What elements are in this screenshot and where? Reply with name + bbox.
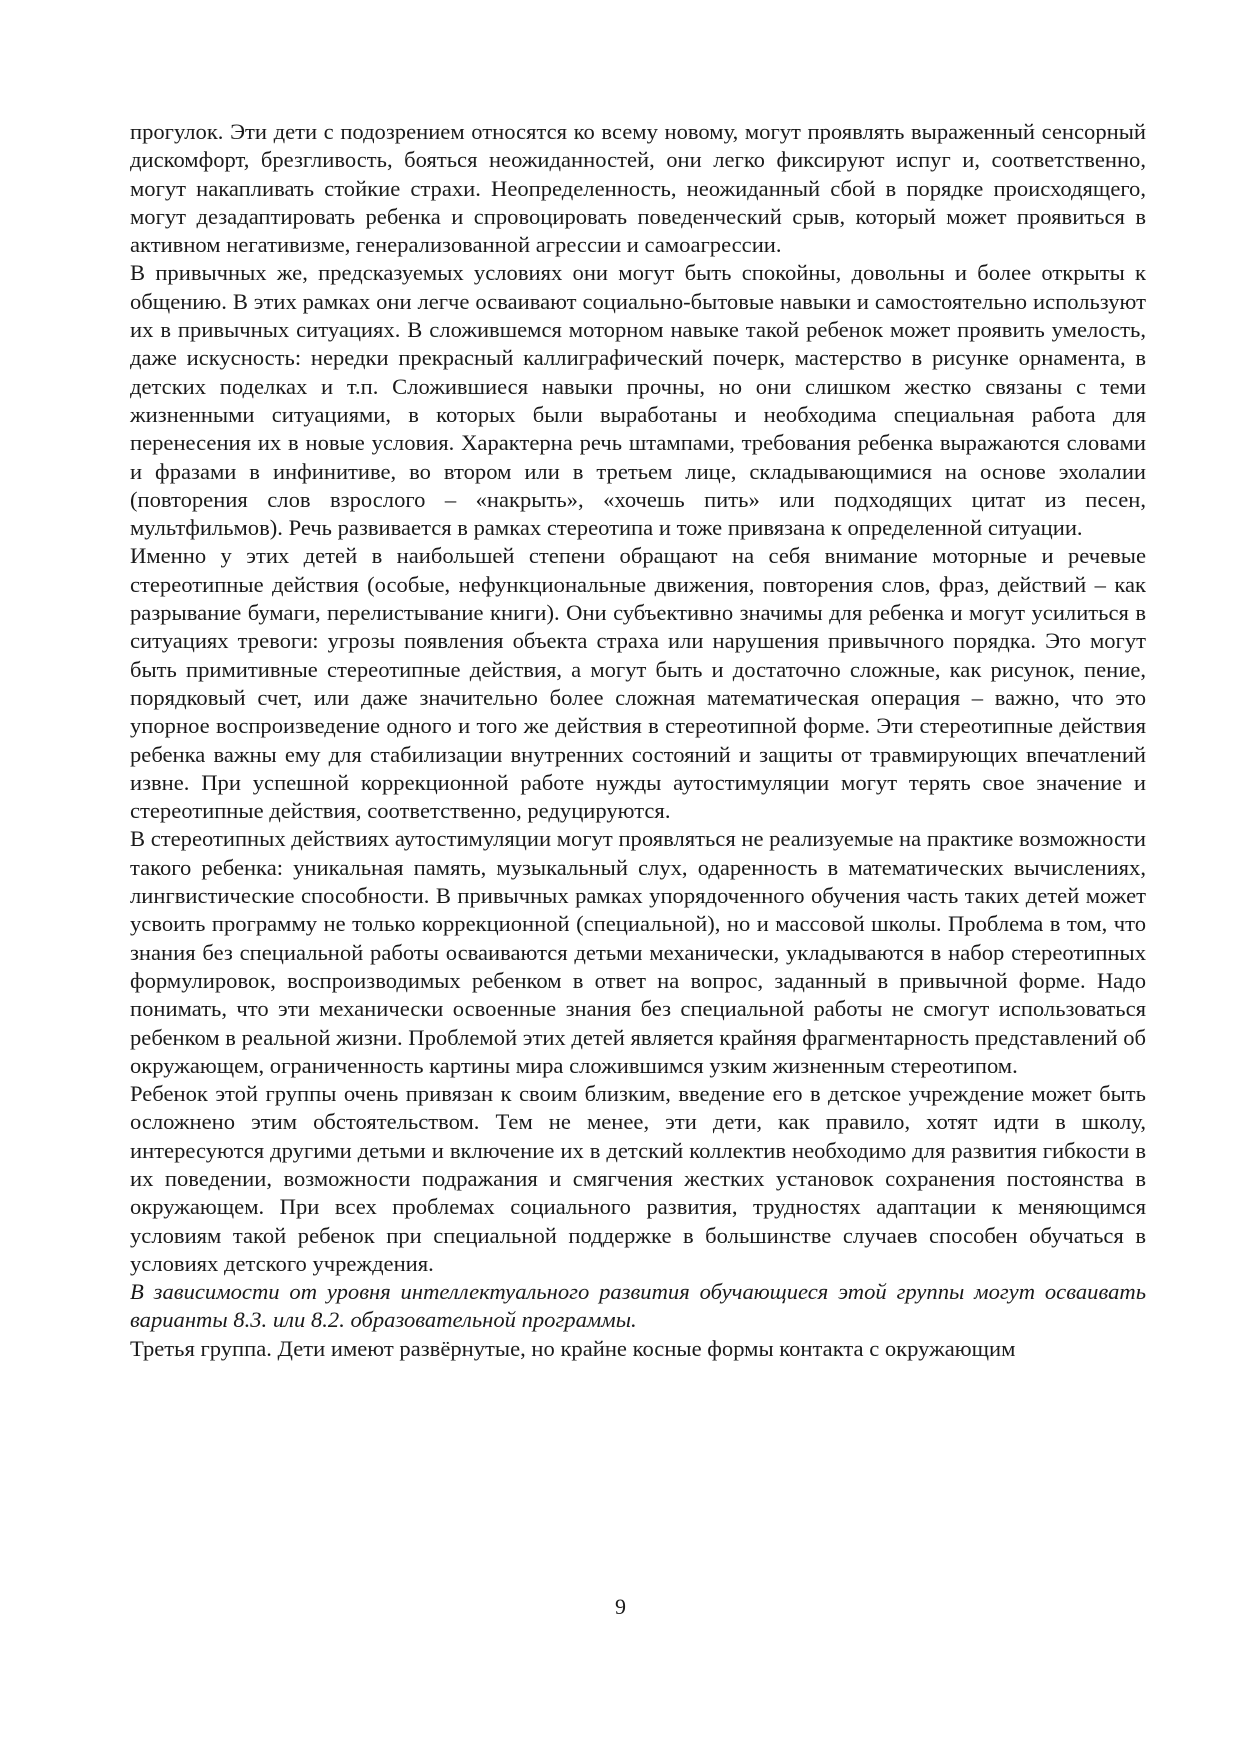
italic-note: В зависимости от уровня интеллектуального развития обучающиеся этой группы могут осваивать варианты 8.3. или 8.2. образовательной программы. (130, 1279, 1146, 1333)
page-number: 9 (615, 1594, 626, 1619)
paragraph: В привычных же, предсказуемых условиях они могут быть спокойны, довольны и более открыты к общению. В этих рамках они легче осваивают социально-бытовые навыки и самостоятельно используют их в привычных ситуациях. В сложившемся моторном навыке такой ребенок может проявить умелость, даже искусность: нередки прекрасный каллиграфический почерк, мастерство в рисунке орнамента, в детских поделках и т.п. Сложившиеся навыки прочны, но они слишком жестко связаны с теми жизненными ситуациями, в которых были выработаны и необходима специальная работа для перенесения их в новые условия. Характерна речь штампами, требования ребенка выражаются словами и фразами в инфинитиве, во втором или в третьем лице, складывающимися на основе эхолалии (повторения слов взрослого – «накрыть», «хочешь пить» или подходящих цитат из песен, мультфильмов). Речь развивается в рамках стереотипа и тоже привязана к определенной ситуации. (130, 260, 1146, 541)
paragraph: Третья группа. Дети имеют развёрнутые, но крайне косные формы контакта с окружающим (130, 1335, 1016, 1361)
paragraph: Именно у этих детей в наибольшей степени обращают на себя внимание моторные и речевые стереотипные действия (особые, нефункциональные движения, повторения слов, фраз, действий – как разрывание бумаги, перелистывание книги). Они субъективно значимы для ребенка и могут усилиться в ситуациях тревоги: угрозы появления объекта страха или нарушения привычного порядка. Это могут быть примитивные стереотипные действия, а могут быть и достаточно сложные, как рисунок, пение, порядковый счет, или даже значительно более сложная математическая операция – важно, что это упорное воспроизведение одного и того же действия в стереотипной форме. Эти стереотипные действия ребенка важны ему для стабилизации внутренних состояний и защиты от травмирующих впечатлений извне. При успешной коррекционной работе нужды аутостимуляции могут терять свое значение и стереотипные действия, соответственно, редуцируются. (130, 543, 1146, 824)
paragraph: прогулок. Эти дети с подозрением относятся ко всему новому, могут проявлять выраженный сенсорный дискомфорт, брезгливость, бояться неожиданностей, они легко фиксируют испуг и, соответственно, могут накапливать стойкие страхи. Неопределенность, неожиданный сбой в порядке происходящего, могут дезадаптировать ребенка и спровоцировать поведенческий срыв, который может проявиться в активном негативизме, генерализованной агрессии и самоагрессии. (130, 119, 1146, 258)
paragraph: Ребенок этой группы очень привязан к своим близким, введение его в детское учреждение может быть осложнено этим обстоятельством. Тем не менее, эти дети, как правило, хотят идти в школу, интересуются другими детьми и включение их в детский коллектив необходимо для развития гибкости в их поведении, возможности подражания и смягчения жестких установок сохранения постоянства в окружающем. При всех проблемах социального развития, трудностях адаптации к меняющимся условиям такой ребенок при специальной поддержке в большинстве случаев способен обучаться в условиях детского учреждения. (130, 1081, 1146, 1276)
document-body (130, 118, 1146, 1363)
paragraph: В стереотипных действиях аутостимуляции могут проявляться не реализуемые на практике возможности такого ребенка: уникальная память, музыкальный слух, одаренность в математических вычислениях, лингвистические способности. В привычных рамках упорядоченного обучения часть таких детей может усвоить программу не только коррекционной (специальной), но и массовой школы. Проблема в том, что знания без специальной работы осваиваются детьми механически, укладываются в набор стереотипных формулировок, воспроизводимых ребенком в ответ на вопрос, заданный в привычной форме. Надо понимать, что эти механически освоенные знания без специальной работы не смогут использоваться ребенком в реальной жизни. Проблемой этих детей является крайняя фрагментарность представлений об окружающем, ограниченность картины мира сложившимся узким жизненным стереотипом. (130, 826, 1146, 1078)
